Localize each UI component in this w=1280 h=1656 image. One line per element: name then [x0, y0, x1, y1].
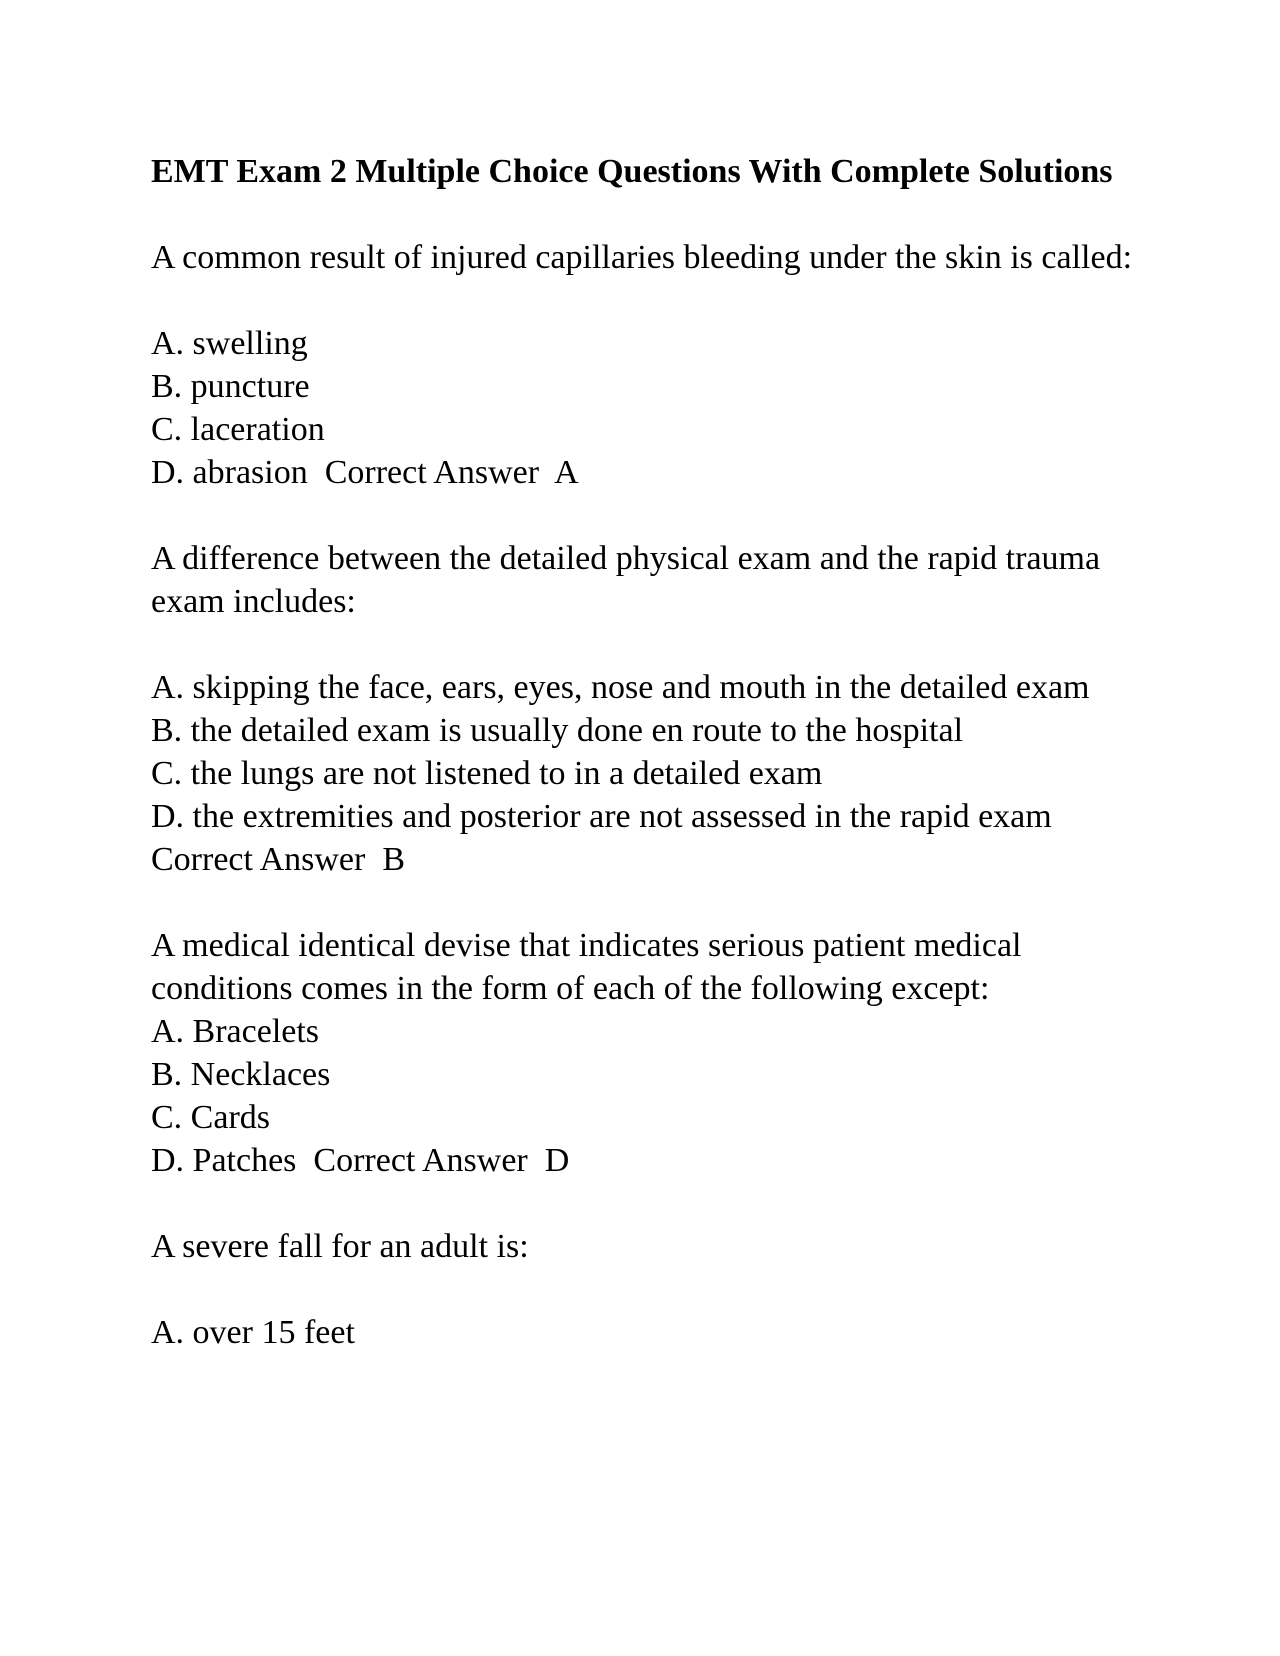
document-page [151, 150, 1141, 1354]
question-3-option-d: D. Patches Correct Answer D [151, 1142, 570, 1179]
question-2-option-a: A. skipping the face, ears, eyes, nose and mouth in the detailed exam [151, 669, 1090, 706]
question-1-option-c: C. laceration [151, 411, 325, 448]
question-3-option-b: B. Necklaces [151, 1056, 331, 1093]
question-2-option-b: B. the detailed exam is usually done en route to the hospital [151, 712, 964, 749]
question-4-option-a: A. over 15 feet [151, 1314, 355, 1351]
question-3-option-a: A. Bracelets [151, 1013, 320, 1050]
question-1-option-b: B. puncture [151, 368, 310, 405]
spacer [151, 1182, 1141, 1225]
question-1-option-a: A. swelling [151, 325, 308, 362]
spacer [151, 494, 1141, 537]
spacer [151, 881, 1141, 924]
question-4-stem: A severe fall for an adult is: [151, 1228, 529, 1265]
spacer [151, 279, 1141, 322]
question-3-option-c: C. Cards [151, 1099, 270, 1136]
question-1-stem: A common result of injured capillaries bleeding under the skin is called: [151, 239, 1133, 276]
question-2-option-c: C. the lungs are not listened to in a detailed exam [151, 755, 823, 792]
document-title: EMT Exam 2 Multiple Choice Questions With Complete Solutions [151, 153, 1113, 190]
spacer [151, 193, 1141, 236]
question-2-stem: A difference between the detailed physical exam and the rapid trauma exam includes: [151, 540, 1109, 620]
spacer [151, 1268, 1141, 1311]
question-3-stem: A medical identical devise that indicates serious patient medical conditions comes in the form of each of the following except: [151, 927, 1030, 1007]
question-1-option-d: D. abrasion Correct Answer A [151, 454, 579, 491]
spacer [151, 623, 1141, 666]
question-2-option-d: D. the extremities and posterior are not assessed in the rapid exam Correct Answer B [151, 798, 1069, 878]
